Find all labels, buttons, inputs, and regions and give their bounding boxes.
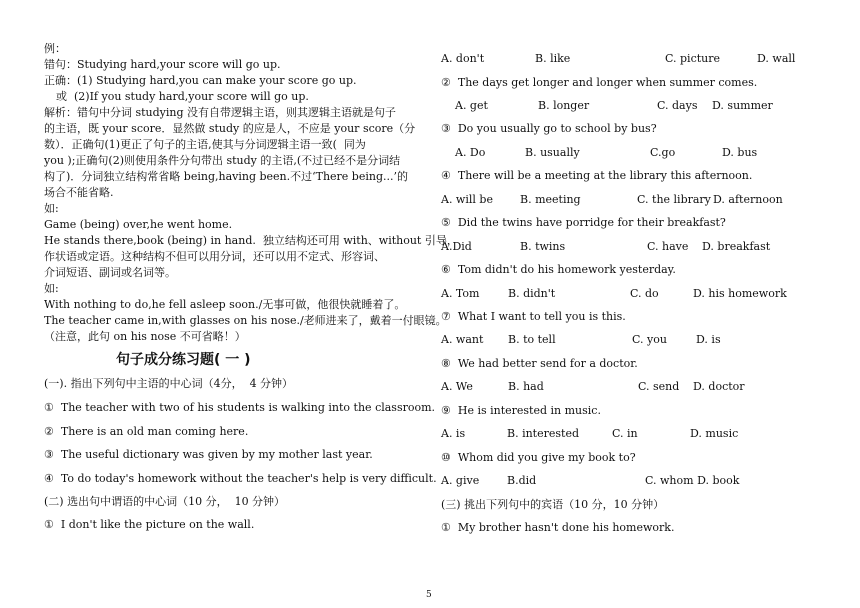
option: A. want [441, 333, 484, 346]
question: ④ There will be a meeting at the library this afternoon. [441, 169, 753, 182]
option: B.did [507, 474, 537, 487]
option: D. breakfast [702, 240, 771, 253]
example-line: you );正确句(2)则使用条件分句带出 study 的主语,(不过已经不是分词结 [44, 154, 401, 167]
question: ⑩ Whom did you give my book to? [441, 451, 636, 464]
option: C. in [612, 427, 638, 440]
option: D. bus [722, 146, 758, 159]
example-line: 解析：错句中分词 studying 没有自带逻辑主语，则其逻辑主语就是句子 [44, 106, 397, 119]
option: A. is [441, 427, 466, 440]
option: A. get [455, 99, 488, 112]
option: B. longer [538, 99, 590, 112]
question: ③ Do you usually go to school by bus? [441, 122, 657, 135]
option: B. like [535, 52, 571, 65]
option: A. will be [441, 193, 493, 206]
page-number: 5 [426, 590, 432, 600]
option: D. music [690, 427, 739, 440]
option: A.Did [441, 240, 472, 253]
option: D. his homework [693, 287, 787, 300]
part3-heading: (三) 挑出下列句中的宾语（10 分，10 分钟） [441, 498, 665, 511]
example-line: 如: [44, 202, 59, 215]
options-row [441, 427, 801, 441]
example-line: 场合不能省略. [44, 186, 114, 199]
options-row [441, 146, 801, 160]
options-row [441, 380, 801, 394]
example-line: 作状语或定语。这种结构不但可以用分词，还可以用不定式、形容词、 [44, 250, 385, 263]
option: C. the library [637, 193, 711, 206]
options-row [441, 287, 801, 301]
option: C. whom D. book [645, 474, 740, 487]
part1-item: ① The teacher with two of his students is walking into the classroom. [44, 401, 436, 414]
options-row [441, 99, 801, 113]
option: A. give [441, 474, 480, 487]
part1-item: ④ To do today's homework without the teacher's help is very difficult. [44, 472, 437, 485]
example-line: 正确：(1) Studying hard,you can make your score go up. [44, 74, 357, 87]
part1-item: ② There is an old man coming here. [44, 425, 249, 438]
option: D. afternoon [713, 193, 783, 206]
question: ⑤ Did the twins have porridge for their breakfast? [441, 216, 726, 229]
part1-item: ③ The useful dictionary was given by my mother last year. [44, 448, 373, 461]
option: A. Do [455, 146, 486, 159]
example-line: 例： [44, 42, 66, 55]
example-line: 或 (2)If you study hard,your score will go up. [56, 90, 309, 103]
option: C. do [630, 287, 659, 300]
options-row [441, 52, 801, 66]
section-title: 句子成分练习题( 一 ) [116, 352, 251, 368]
option: B. didn't [508, 287, 556, 300]
example-line: Game (being) over,he went home. [44, 218, 233, 231]
example-line: （注意，此句 on his nose 不可省略！） [44, 330, 246, 343]
example-line: 构了)．分词独立结构常省略 being,having been.不过‘There being...’的 [44, 170, 408, 183]
question: ⑥ Tom didn't do his homework yesterday. [441, 263, 676, 276]
option: D. wall [757, 52, 796, 65]
option: D. summer [712, 99, 773, 112]
example-line: He stands there,book (being) in hand. 独立结构还可用 with、without 引导， [44, 234, 458, 247]
option: B. had [508, 380, 544, 393]
option: B. meeting [520, 193, 581, 206]
part2-heading: (二) 选出句中谓语的中心词（10 分， 10 分钟） [44, 495, 286, 508]
part2-question: ① I don't like the picture on the wall. [44, 518, 255, 531]
option: A. don't [441, 52, 485, 65]
question: ⑧ We had better send for a doctor. [441, 357, 638, 370]
option: C. you [632, 333, 667, 346]
options-row [441, 333, 801, 347]
question: ⑦ What I want to tell you is this. [441, 310, 626, 323]
question: ⑨ He is interested in music. [441, 404, 601, 417]
option: C. days [657, 99, 698, 112]
option: D. is [696, 333, 721, 346]
example-line: 数）．正确句(1)更正了句子的主语,使其与分词逻辑主语一致( 同为 [44, 138, 366, 151]
part1-heading: (一). 指出下列句中主语的中心词（4分， 4 分钟） [44, 377, 294, 390]
example-line: The teacher came in,with glasses on his nose./老师进来了，戴着一付眼镜。 [44, 314, 447, 327]
example-line: 的主语，既 your score．显然做 study 的应是人，不应是 your score（分 [44, 122, 416, 135]
example-line: 如: [44, 282, 59, 295]
option: A. We [441, 380, 473, 393]
options-row [441, 240, 801, 254]
options-row [441, 474, 801, 488]
option: C.go [650, 146, 676, 159]
example-line: With nothing to do,he fell asleep soon./无事可做，他很快就睡着了。 [44, 298, 406, 311]
option: B. twins [520, 240, 566, 253]
option: B. interested [507, 427, 579, 440]
options-row [441, 193, 801, 207]
question: ② The days get longer and longer when summer comes. [441, 76, 758, 89]
option: C. picture [665, 52, 721, 65]
option: A. Tom [441, 287, 480, 300]
option: B. usually [525, 146, 580, 159]
example-line: 介词短语、副词或名词等。 [44, 266, 176, 279]
option: D. doctor [693, 380, 745, 393]
option: B. to tell [508, 333, 556, 346]
part3-question: ① My brother hasn't done his homework. [441, 521, 675, 534]
option: C. have [647, 240, 689, 253]
example-line: 错句：Studying hard,your score will go up. [44, 58, 281, 71]
option: C. send [638, 380, 680, 393]
